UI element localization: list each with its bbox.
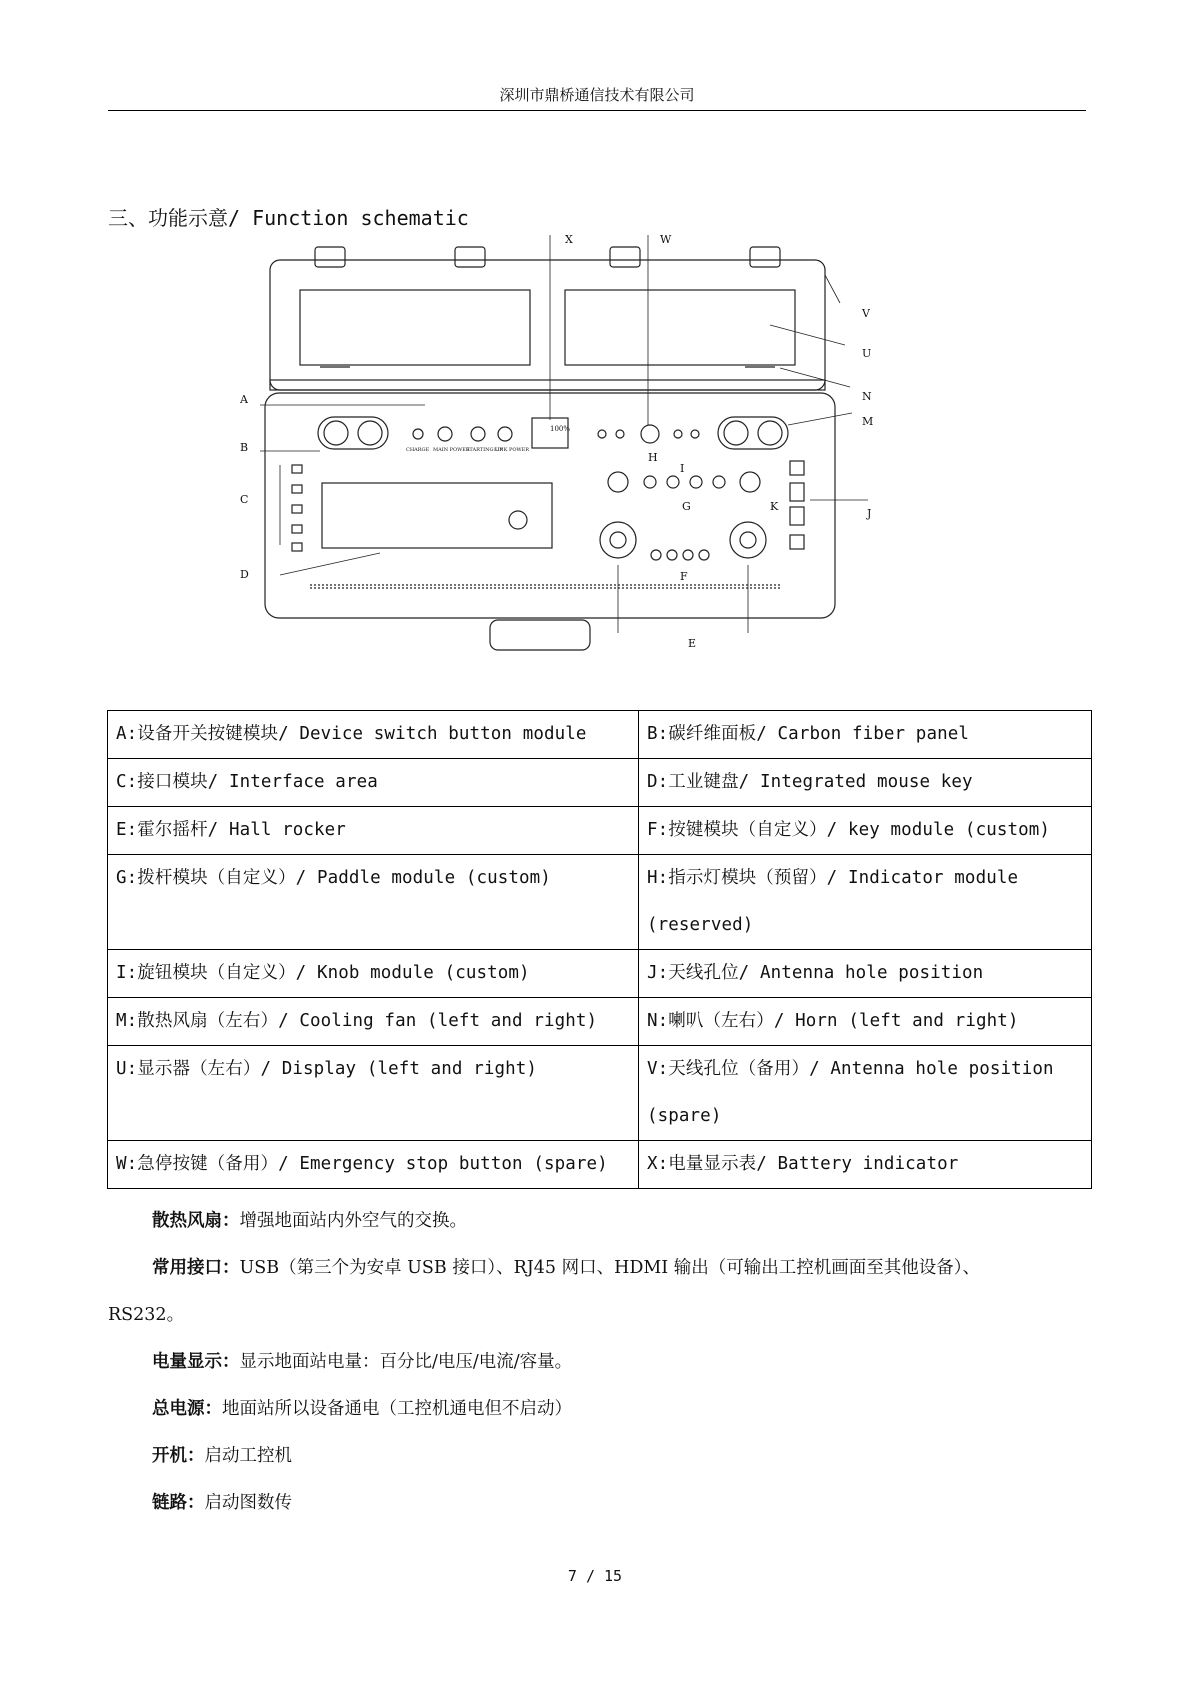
legend-cell: V:天线孔位（备用）/ Antenna hole position (spare) — [639, 1046, 1092, 1141]
note-continuation: RS232。 — [108, 1305, 185, 1325]
legend-cell: I:旋钮模块（自定义）/ Knob module (custom) — [108, 950, 639, 998]
callout-g: G — [682, 500, 691, 513]
callout-e: E — [688, 637, 697, 650]
battery-display — [532, 418, 571, 448]
callout-v: V — [862, 307, 870, 320]
note-text: 地面站所以设备通电（工控机通电但不启动） — [222, 1399, 572, 1419]
notes — [108, 1198, 1088, 1527]
legend-cell: B:碳纤维面板/ Carbon fiber panel — [639, 711, 1092, 759]
callout-a: A — [240, 393, 248, 406]
legend-cell: W:急停按键（备用）/ Emergency stop button (spare) — [108, 1141, 639, 1189]
legend-cell: U:显示器（左右）/ Display (left and right) — [108, 1046, 639, 1141]
panel-label-main-power: MAIN POWER — [433, 447, 470, 453]
legend-cell: G:拨杆模块（自定义）/ Paddle module (custom) — [108, 855, 639, 950]
legend-cell: F:按键模块（自定义）/ key module (custom) — [639, 807, 1092, 855]
callout-d: D — [240, 568, 249, 581]
note-paragraph — [108, 1433, 1088, 1480]
keyboard — [322, 483, 552, 548]
callout-b: B — [240, 441, 249, 454]
note-key: 总电源： — [152, 1399, 222, 1419]
page-number: 7 / 15 — [567, 1567, 623, 1585]
panel-label-starting-up: STARTING UP — [466, 447, 503, 453]
legend-cell: X:电量显示表/ Battery indicator — [639, 1141, 1092, 1189]
legend-cell: J:天线孔位/ Antenna hole position — [639, 950, 1092, 998]
note-paragraph — [108, 1198, 1088, 1245]
legend-row — [108, 1046, 1092, 1141]
legend-cell: M:散热风扇（左右）/ Cooling fan (left and right) — [108, 998, 639, 1046]
legend-row — [108, 1141, 1092, 1189]
case-handle — [490, 620, 590, 650]
latch — [750, 247, 780, 267]
callout-w: W — [660, 235, 672, 246]
note-text: USB（第三个为安卓 USB 接口）、RJ45 网口、HDMI 输出（可输出工控机画面至其他设备）、 — [239, 1258, 981, 1278]
legend-row — [108, 807, 1092, 855]
note-text: 启动工控机 — [204, 1446, 292, 1466]
note-text: 增强地面站内外空气的交换。 — [239, 1211, 467, 1231]
latch — [610, 247, 640, 267]
function-schematic — [240, 235, 960, 705]
legend-cell: C:接口模块/ Interface area — [108, 759, 639, 807]
legend-row — [108, 998, 1092, 1046]
latch — [455, 247, 485, 267]
callout-x: X — [565, 235, 573, 246]
legend-row — [108, 950, 1092, 998]
note-key: 散热风扇： — [152, 1211, 240, 1231]
panel-label-charge: CHARGE — [406, 447, 430, 453]
display-right — [565, 290, 795, 365]
legend-cell: E:霍尔摇杆/ Hall rocker — [108, 807, 639, 855]
note-paragraph — [108, 1386, 1088, 1433]
section-title: 三、功能示意/ Function schematic — [108, 206, 469, 230]
legend-row — [108, 711, 1092, 759]
legend-cell: H:指示灯模块（预留）/ Indicator module (reserved) — [639, 855, 1092, 950]
battery-display-value: 100% — [550, 425, 571, 433]
display-left — [300, 290, 530, 365]
note-paragraph — [108, 1339, 1088, 1386]
callout-f: F — [680, 570, 688, 583]
header-rule — [108, 110, 1086, 111]
note-paragraph — [108, 1245, 1088, 1292]
note-key: 链路： — [152, 1493, 205, 1513]
case-lid — [270, 260, 825, 390]
fan-left — [318, 417, 388, 449]
callout-n: N — [862, 390, 872, 403]
page-header: 深圳市鼎桥通信技术有限公司 — [499, 86, 695, 104]
legend-row — [108, 759, 1092, 807]
legend-cell: N:喇叭（左右）/ Horn (left and right) — [639, 998, 1092, 1046]
callout-u: U — [862, 347, 872, 360]
panel-label-link-power: LINK POWER — [494, 447, 530, 453]
note-key: 常用接口： — [152, 1258, 240, 1278]
note-key: 电量显示： — [152, 1352, 240, 1372]
legend-cell: D:工业键盘/ Integrated mouse key — [639, 759, 1092, 807]
latch — [315, 247, 345, 267]
fan-right — [718, 417, 788, 449]
callout-j: J — [867, 507, 872, 520]
note-key: 开机： — [152, 1446, 205, 1466]
note-text: 显示地面站电量：百分比/电压/电流/容量。 — [239, 1352, 573, 1372]
callout-k: K — [770, 500, 779, 513]
note-text: 启动图数传 — [204, 1493, 292, 1513]
callout-m: M — [862, 415, 874, 428]
hinge-strip — [270, 380, 825, 390]
legend-cell: A:设备开关按键模块/ Device switch button module — [108, 711, 639, 759]
callout-c: C — [240, 493, 249, 506]
callout-h: H — [648, 451, 658, 464]
note-paragraph — [108, 1480, 1088, 1527]
callout-i: I — [680, 462, 685, 475]
legend-table — [107, 710, 1092, 1189]
legend-row — [108, 855, 1092, 950]
